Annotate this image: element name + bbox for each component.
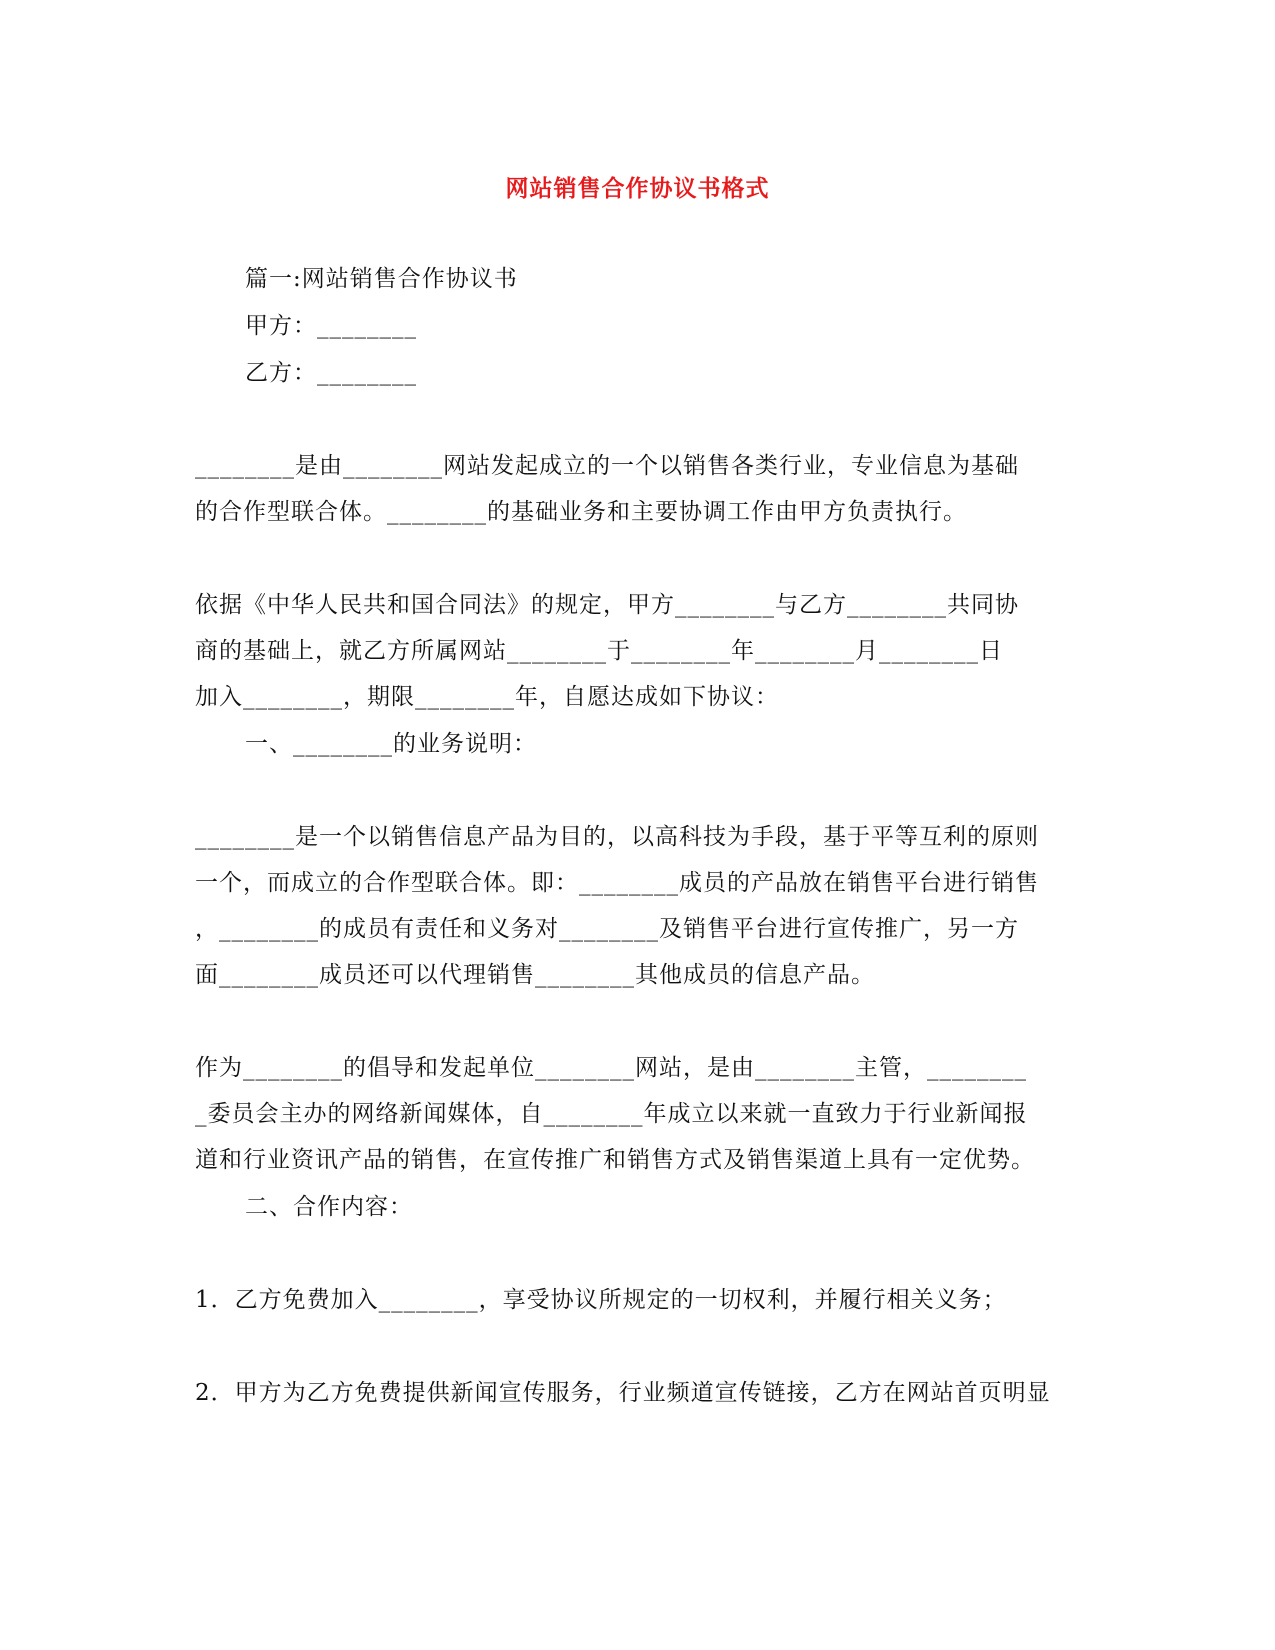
paragraph-line: ________是一个以销售信息产品为目的，以高科技为手段，基于平等互利的原则 (195, 824, 1039, 850)
party-b-line: 乙方：________ (245, 360, 417, 386)
paragraph-line: 作为________的倡导和发起单位________网站，是由________主管，________ (195, 1055, 1027, 1081)
party-a-line: 甲方：________ (245, 313, 417, 339)
document-title: 网站销售合作协议书格式 (505, 175, 770, 202)
paragraph-line: 面________成员还可以代理销售________其他成员的信息产品。 (195, 962, 875, 988)
paragraph-line: 依据《中华人民共和国合同法》的规定，甲方________与乙方________共同协 (195, 592, 1019, 618)
section-heading: 一、________的业务说明： (245, 731, 537, 757)
list-item: 1．乙方免费加入________，享受协议所规定的一切权利，并履行相关义务； (195, 1287, 1007, 1313)
paragraph-line: 商的基础上，就乙方所属网站________于________年________月________日 (195, 638, 1003, 664)
paragraph-line: ________是由________网站发起成立的一个以销售各类行业，专业信息为基础 (195, 453, 1019, 479)
section-heading: 二、合作内容： (245, 1194, 413, 1220)
paragraph-line: 的合作型联合体。________的基础业务和主要协调工作由甲方负责执行。 (195, 499, 967, 525)
list-item: 2．甲方为乙方免费提供新闻宣传服务，行业频道宣传链接，乙方在网站首页明显 (195, 1380, 1051, 1406)
paragraph-line: 一个，而成立的合作型联合体。即：________成员的产品放在销售平台进行销售 (195, 870, 1039, 896)
paragraph-line: 加入________，期限________年，自愿达成如下协议： (195, 684, 779, 710)
paragraph-line: ，________的成员有责任和义务对________及销售平台进行宣传推广，另一方 (195, 916, 1019, 942)
paragraph-line: 道和行业资讯产品的销售，在宣传推广和销售方式及销售渠道上具有一定优势。 (195, 1147, 1035, 1173)
section-heading: 篇一:网站销售合作协议书 (245, 266, 518, 292)
paragraph-line: _委员会主办的网络新闻媒体，自________年成立以来就一直致力于行业新闻报 (195, 1101, 1028, 1127)
